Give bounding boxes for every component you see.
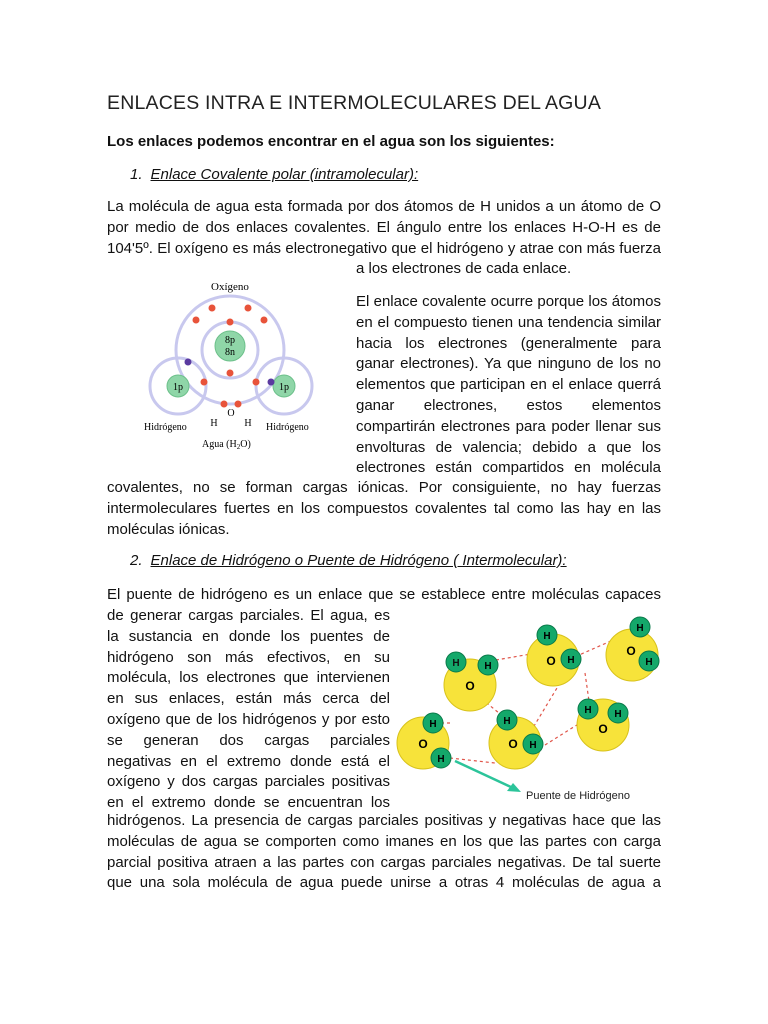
text-line: El puente de hidrógeno es un enlace que se establece entre moléculas capaces [107,586,661,603]
text-line: intermoleculares fuertes en los compuestos covalentes tal como las hay en las [107,499,661,517]
section2-paragraph-first [107,585,661,606]
text-line: oxígeno que de los hidrógenos y por esto [107,710,390,728]
section1-number: 1. [130,166,143,183]
hydrogen-bond-diagram [395,613,665,808]
nucleus-protons: 8p [225,335,235,346]
text-line: El enlace covalente ocurre porque los átomos [356,293,661,310]
label-agua-sub: 2 [236,443,241,451]
label-hidrogeno-left: Hidrógeno [144,422,187,433]
text-line: parcial positiva atraen a las partes con cargas parciales negativas. De tal suerte [107,853,661,871]
label-h2: H [244,418,252,429]
text-line: que una sola molécula de agua puede unirse a otras 4 moléculas de agua a [107,874,661,892]
section1-heading [130,166,418,183]
text-line: hidrógeno son más efectivos, en su [107,648,390,666]
label-agua [202,439,251,451]
hydrogen-label: H [614,709,622,720]
oxygen-label: O [418,737,428,751]
text-line: ganar electrones). Ya que ninguno de los no [356,355,661,373]
hydrogen-label: H [543,631,551,642]
hydrogen-label: H [567,655,575,666]
text-line: por medio de dos enlaces covalentes. El ángulo entre los enlaces H-O-H es de [107,218,661,236]
hydrogen-label: H [636,623,644,634]
label-oxigeno: Oxígeno [211,281,249,293]
intro-text: Los enlaces podemos encontrar en el agua son los siguientes: [107,133,555,150]
text-line: compartirán electrones para poder llenar sus [356,417,661,435]
text-line: moléculas de agua se comporten como imanes en los que las partes con carga [107,832,661,850]
text-line: hacia los electrones (generalmente para [356,334,661,352]
section1-paragraph1 [107,197,661,259]
text-line: ganar electrones, estos elementos [356,396,661,414]
oxygen-label: O [626,644,636,658]
text-line: elementos que participan en el enlace querrá [356,376,661,394]
text-line: hidrógenos. La presencia de cargas parciales positivas y negativas hace que las [107,812,661,829]
text-line: covalentes, no se forman cargas iónicas. Por consiguiente, no hay fuerzas [107,479,661,496]
section2-number: 2. [130,552,143,569]
hydrogen-label: H [484,661,492,672]
text-line: molécula, los electrones que intervienen [107,669,390,687]
label-hidrogeno-right: Hidrógeno [266,422,309,433]
text-line: 104'5º. El oxígeno es más electronegativo que el hidrógeno y atrae con más fuerza [107,239,661,257]
section1-paragraph1-end: a los electrones de cada enlace. [356,260,572,277]
document-title: ENLACES INTRA E INTERMOLECULARES DEL AGUA [107,92,602,114]
nucleus-neutrons: 8n [225,347,235,358]
oxygen-label: O [508,737,518,751]
hydrogen-left-proton: 1p [173,382,183,393]
hydrogen-label: H [503,716,511,727]
section1-heading-text: Enlace Covalente polar (intramolecular): [150,166,419,183]
text-line: en el compuesto tienen una tendencia similar [356,313,661,331]
section2-heading-text: Enlace de Hidrógeno o Puente de Hidrógeno ( Intermolecular): [150,552,567,569]
section1-paragraph2-continued [107,478,661,540]
section1-paragraph2 [356,292,661,479]
oxygen-label: O [598,722,608,736]
text-line: en sus enlaces, están más cerca del [107,690,390,708]
hydrogen-label: H [429,719,437,730]
text-line: de generar cargas parciales. El agua, es [107,607,390,624]
text-line: oxígeno y dos cargas parciales positivas [107,773,390,791]
bridge-caption: Puente de Hidrógeno [526,790,630,802]
oxygen-label: O [546,654,556,668]
label-agua-start: Agua (H [202,439,237,450]
hydrogen-label: H [452,658,460,669]
text-line: se generan dos cargas parciales [107,731,390,749]
text-line: en el extremo donde se encuentran los [107,794,390,812]
text-line: electrones están compartidos en molécula [356,459,661,477]
hydrogen-right-proton: 1p [279,382,289,393]
label-h1: H [210,418,218,429]
section2-paragraph-bottom [107,811,661,894]
hydrogen-label: H [645,657,653,668]
oxygen-label: O [465,679,475,693]
text-line: la sustancia en donde los puentes de [107,627,390,645]
hydrogen-label: H [584,705,592,716]
hydrogen-label: H [437,754,445,765]
text-line: La molécula de agua esta formada por dos átomos de H unidos a un átomo de O [107,198,661,215]
text-line: negativas en el extremo donde está el [107,752,390,770]
label-o: O [227,408,235,419]
hydrogen-label: H [529,740,537,751]
text-line: moléculas iónicas. [107,520,230,538]
section2-paragraph-left [107,606,390,814]
water-molecule-diagram [140,278,340,458]
text-line: envolturas de valencia; debido a que los [356,438,661,456]
label-agua-end: O) [240,439,251,450]
section2-heading [130,552,567,569]
